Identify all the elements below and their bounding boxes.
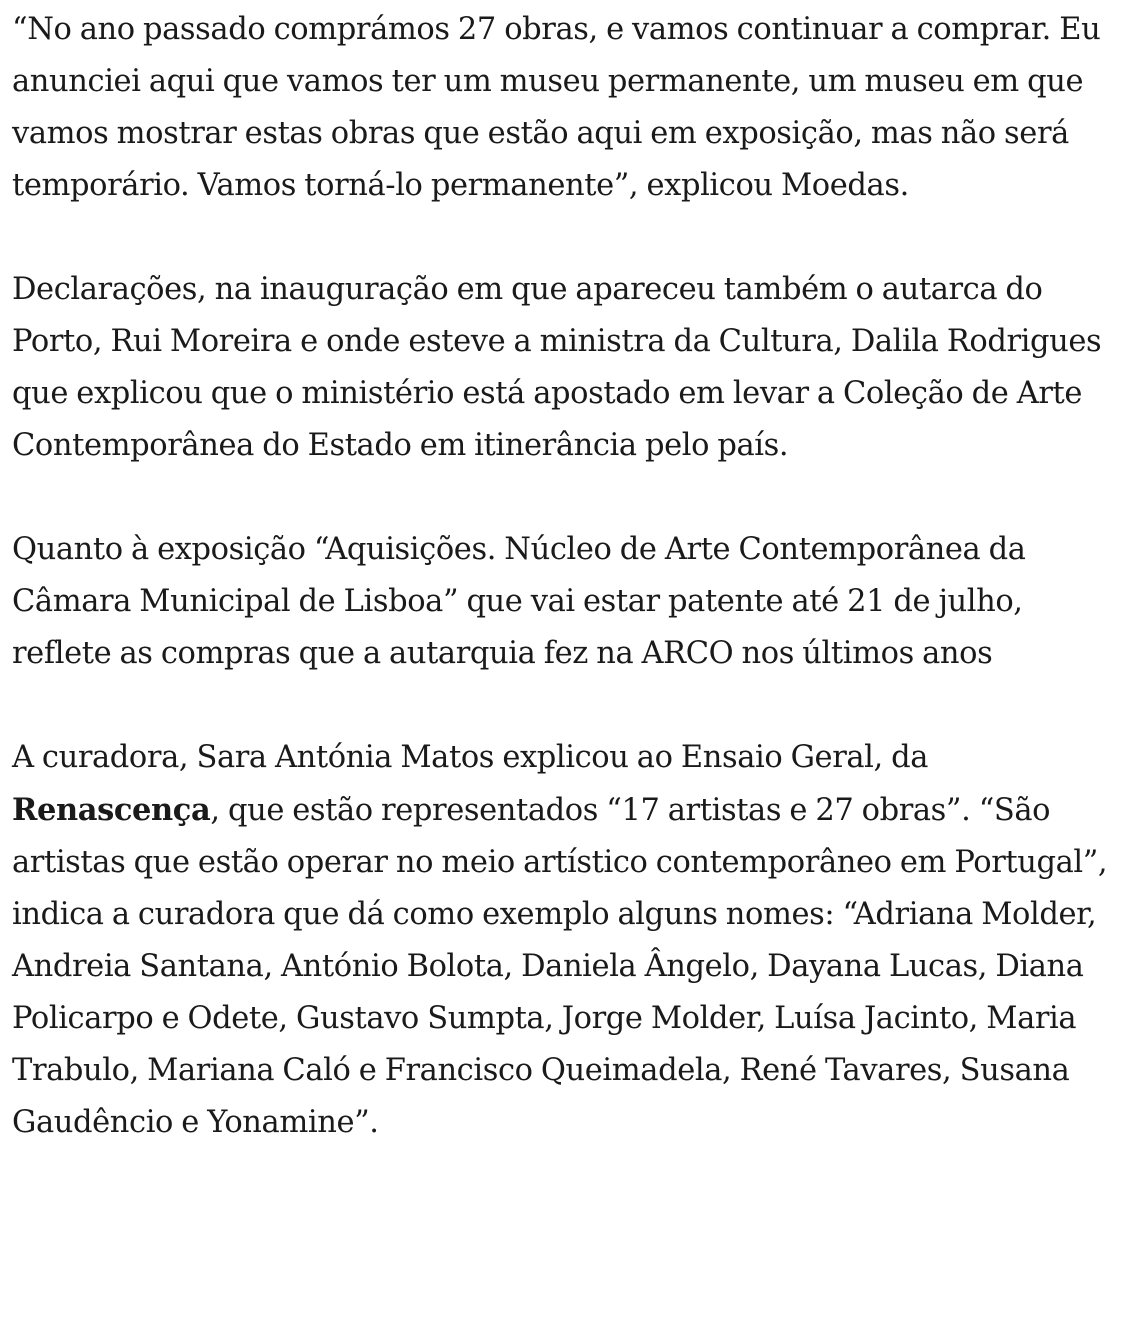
paragraph-moedas-quote: “No ano passado comprámos 27 obras, e vamos continuar a comprar. Eu anunciei aqui que vamos ter um museu permanente, um museu em que vamos mostrar estas obras que estão aqui em exposição, mas não será temporário. Vamos torná-lo permanente”, explicou Moedas. xyxy=(12,12,1101,203)
paragraph-curator-intro: A curadora, Sara Antónia Matos explicou ao Ensaio Geral, da xyxy=(12,740,929,775)
paragraph-declarations: Declarações, na inauguração em que apareceu também o autarca do Porto, Rui Moreira e onde esteve a ministra da Cultura, Dalila Rodrigues que explicou que o ministério está apostado em levar a Coleção de Arte Contemporânea do Estado em itinerância pelo país. xyxy=(12,272,1102,463)
paragraph-curator-rest: , que estão representados “17 artistas e 27 obras”. “São artistas que estão operar no meio artístico contemporâneo em Portugal”, indica a curadora que dá como exemplo alguns nomes: “Adriana Molder, Andreia Santana, António Bolota, Daniela Ângelo, Dayana Lucas, Diana Policarpo e Odete, Gustavo Sumpta, Jorge Molder, Luísa Jacinto, Maria Trabulo, Mariana Caló e Francisco Queimadela, René Tavares, Susana Gaudêncio e Yonamine”. xyxy=(12,793,1108,1140)
renascenca-bold-text: Renascença xyxy=(12,792,211,828)
paragraph-curator xyxy=(12,732,1118,1149)
paragraph-exhibition: Quanto à exposição “Aquisições. Núcleo de Arte Contemporânea da Câmara Municipal de Lisboa” que vai estar patente até 21 de julho, reflete as compras que a autarquia fez na ARCO nos últimos anos xyxy=(12,532,1026,671)
